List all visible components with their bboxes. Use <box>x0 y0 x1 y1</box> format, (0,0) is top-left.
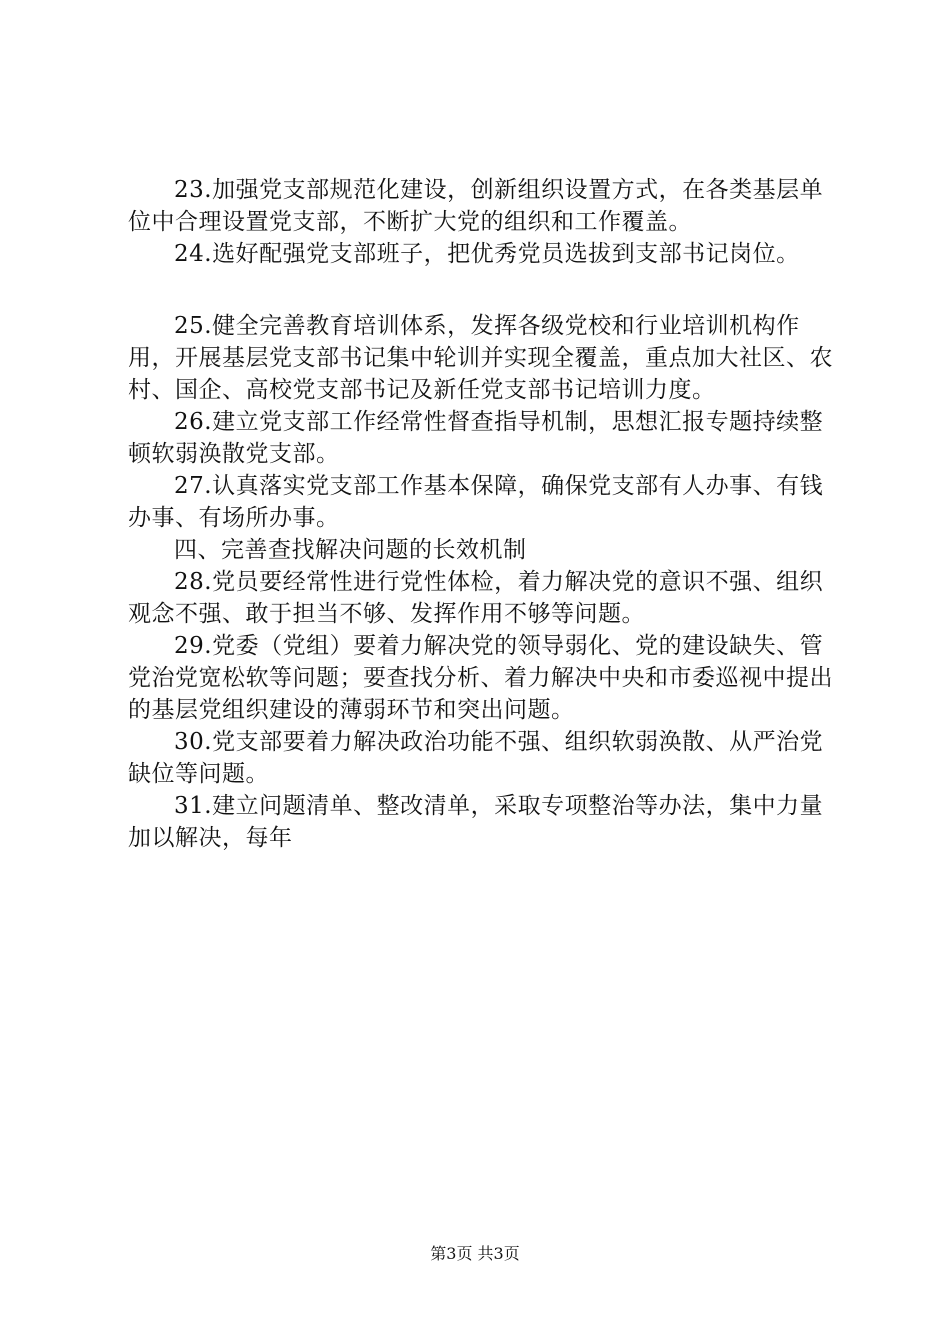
paragraph-31: 31.建立问题清单、整改清单，采取专项整治等办法，集中力量加以解决，每年 <box>128 793 824 851</box>
paragraph-28: 28.党员要经常性进行党性体检，着力解决党的意识不强、组织观念不强、敢于担当不够、发挥作用不够等问题。 <box>128 569 824 627</box>
paragraph-29: 29.党委（党组）要着力解决党的领导弱化、党的建设缺失、管党治党宽松软等问题；要查找分析、着力解决中央和市委巡视中提出的基层党组织建设的薄弱环节和突出问题。 <box>128 633 833 723</box>
section-heading-4: 四、完善查找解决问题的长效机制 <box>174 537 527 563</box>
paragraph-30: 30.党支部要着力解决政治功能不强、组织软弱涣散、从严治党缺位等问题。 <box>128 729 824 787</box>
paragraph-23: 23.加强党支部规范化建设，创新组织设置方式，在各类基层单位中合理设置党支部，不断扩大党的组织和工作覆盖。 <box>128 177 824 235</box>
page-number: 第3页 共3页 <box>430 1244 520 1263</box>
paragraph-26: 26.建立党支部工作经常性督查指导机制，思想汇报专题持续整顿软弱涣散党支部。 <box>128 409 824 467</box>
paragraph-25: 25.健全完善教育培训体系，发挥各级党校和行业培训机构作用，开展基层党支部书记集中轮训并实现全覆盖，重点加大社区、农村、国企、高校党支部书记及新任党支部书记培训力度。 <box>128 313 833 403</box>
document-body <box>128 174 840 854</box>
page-footer <box>0 1244 950 1264</box>
paragraph-24: 24.选好配强党支部班子，把优秀党员选拔到支部书记岗位。 <box>174 241 800 267</box>
paragraph-27: 27.认真落实党支部工作基本保障，确保党支部有人办事、有钱办事、有场所办事。 <box>128 473 824 531</box>
